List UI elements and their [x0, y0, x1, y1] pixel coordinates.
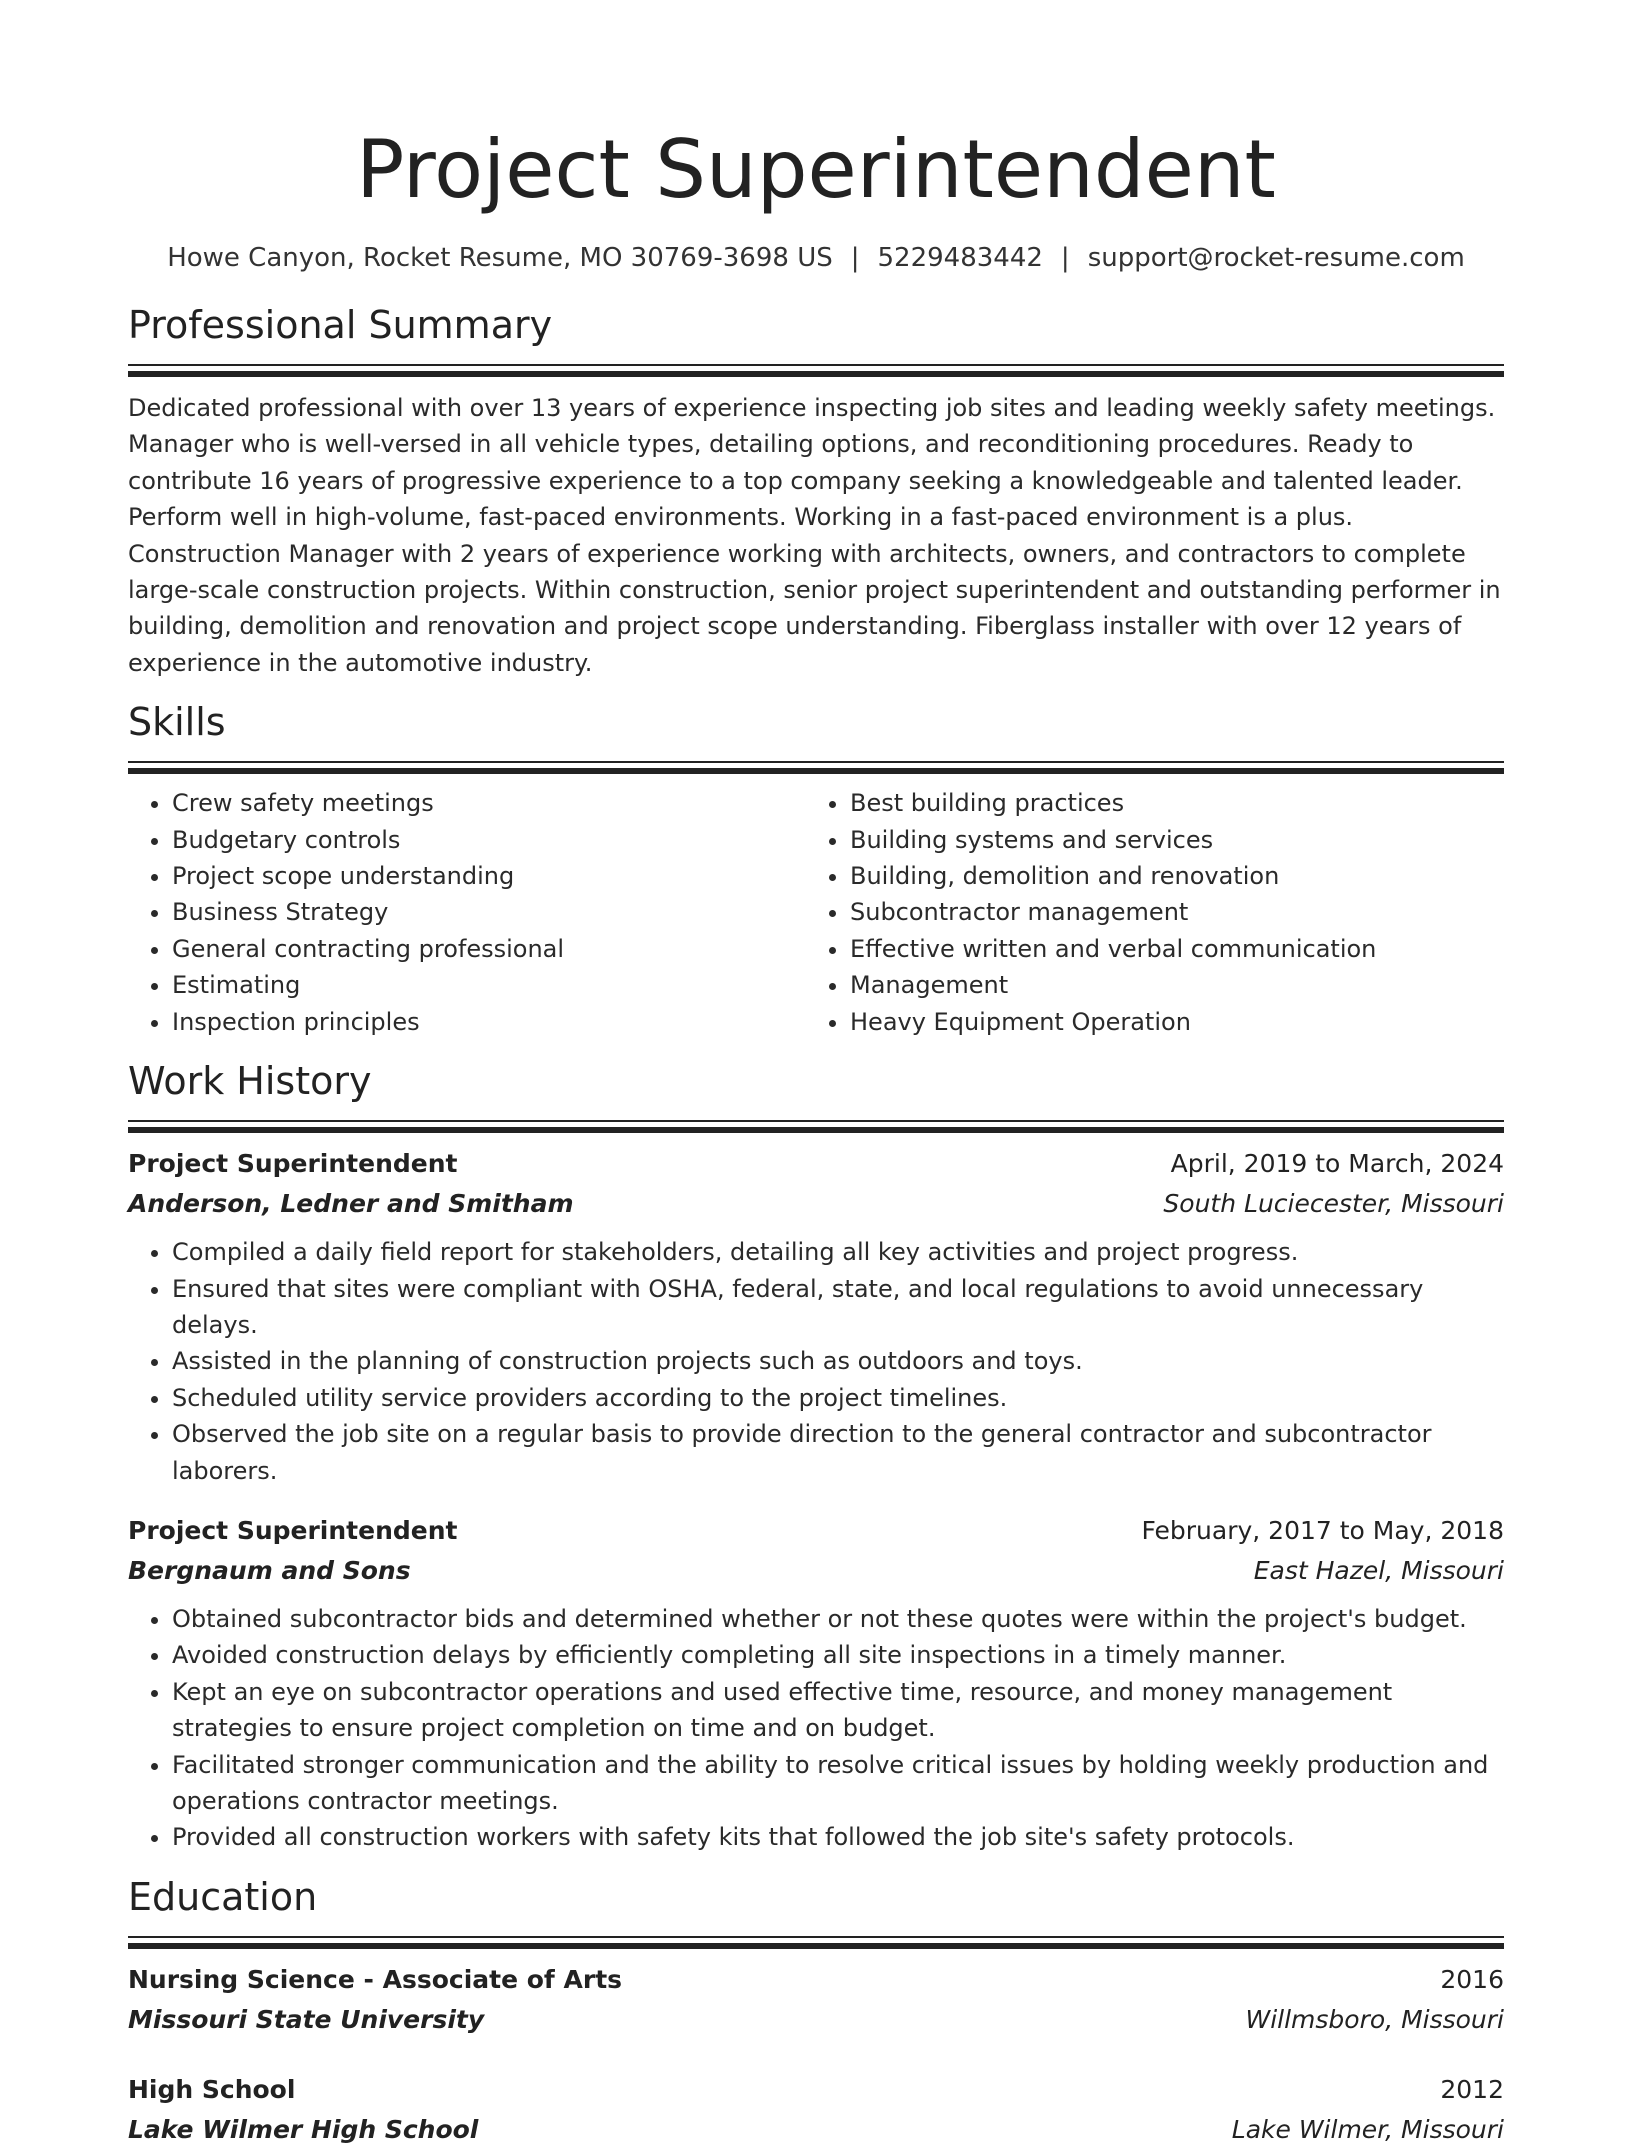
section-divider [128, 761, 1504, 775]
education-location: Willmsboro, Missouri [1245, 2004, 1504, 2034]
job-company: Bergnaum and Sons [128, 1555, 411, 1585]
contact-phone: 5229483442 [877, 243, 1043, 273]
job-header [128, 1144, 1504, 1184]
section-title-skills: Skills [128, 700, 226, 745]
education-year: 2016 [1440, 1964, 1504, 1994]
job-company: Anderson, Ledner and Smitham [128, 1189, 574, 1219]
summary-section [128, 300, 1504, 681]
job-title: Project Superintendent [128, 1149, 458, 1179]
skill-item: • Management [850, 967, 1484, 1003]
education-entry [128, 2070, 1504, 2150]
skill-item: • Business Strategy [172, 894, 806, 930]
job-entry [128, 1144, 1504, 1489]
skill-item: • Inspection principles [172, 1004, 806, 1040]
skill-item: • Subcontractor management [850, 894, 1484, 930]
skill-item: • Heavy Equipment Operation [850, 1004, 1484, 1040]
job-bullet: • Ensured that sites were compliant with OSHA, federal, state, and local regulations to avoid unnecessary delays. [172, 1271, 1504, 1344]
skills-list-left [128, 785, 806, 1040]
job-bullets [128, 1601, 1504, 1856]
job-bullet: • Facilitated stronger communication and the ability to resolve critical issues by holding weekly production and operations contractor meetings. [172, 1747, 1504, 1820]
contact-separator: | [1060, 243, 1070, 273]
job-location: South Luciecester, Missouri [1163, 1189, 1504, 1219]
contact-email: support@rocket-resume.com [1087, 243, 1465, 273]
skill-item: • General contracting professional [172, 931, 806, 967]
section-divider [128, 1936, 1504, 1950]
education-header [128, 2070, 1504, 2110]
section-title-education: Education [128, 1874, 318, 1919]
education-header [128, 1960, 1504, 2000]
job-entry [128, 1511, 1504, 1856]
job-bullet: • Scheduled utility service providers according to the project timelines. [172, 1380, 1504, 1416]
skill-item: • Best building practices [850, 785, 1484, 821]
summary-text: Dedicated professional with over 13 years of experience inspecting job sites and leading weekly safety meetings. Manager who is well-versed in all vehicle types, detailing options, and reconditioning procedures. Ready to contribute 16 years of progressive experience to a top company seeking a knowledgeable and talented leader. Perform well in high-volume, fast-paced environments. Working in a fast-paced environment is a plus. Construction Manager with 2 years of experience working with architects, owners, and contractors to complete large-scale construction projects. Within construction, senior project superintendent and outstanding performer in building, demolition and renovation and project scope understanding. Fiberglass installer with over 12 years of experience in the automotive industry. [128, 394, 1501, 677]
education-school: Missouri State University [128, 2004, 485, 2034]
skills-section [128, 697, 1504, 1040]
education-subheader [128, 2000, 1504, 2040]
section-divider [128, 364, 1504, 378]
skill-item: • Budgetary controls [172, 822, 806, 858]
job-bullets [128, 1234, 1504, 1489]
skill-item: • Project scope understanding [172, 858, 806, 894]
job-bullet: • Obtained subcontractor bids and determined whether or not these quotes were within the project's budget. [172, 1601, 1504, 1637]
skill-item: • Building systems and services [850, 822, 1484, 858]
education-subheader [128, 2110, 1504, 2150]
education-section [128, 1872, 1504, 2150]
job-dates: April, 2019 to March, 2024 [1170, 1149, 1504, 1179]
job-bullet: • Assisted in the planning of construction projects such as outdoors and toys. [172, 1343, 1504, 1379]
job-bullet: • Observed the job site on a regular basis to provide direction to the general contractor and subcontractor laborers. [172, 1416, 1504, 1489]
education-degree: High School [128, 2074, 296, 2104]
section-title-work: Work History [128, 1059, 372, 1104]
job-bullet: • Kept an eye on subcontractor operations and used effective time, resource, and money management strategies to ensure project completion on time and on budget. [172, 1674, 1504, 1747]
contact-address: Howe Canyon, Rocket Resume, MO 30769-3698 US [167, 243, 833, 273]
education-degree: Nursing Science - Associate of Arts [128, 1964, 623, 1994]
skill-item: • Crew safety meetings [172, 785, 806, 821]
job-bullet: • Provided all construction workers with safety kits that followed the job site's safety protocols. [172, 1819, 1504, 1855]
job-title: Project Superintendent [128, 1515, 458, 1545]
education-entry [128, 1960, 1504, 2040]
job-subheader [128, 1551, 1504, 1591]
resume-content [128, 0, 1504, 2150]
education-location: Lake Wilmer, Missouri [1231, 2114, 1504, 2144]
skills-list-right [806, 785, 1484, 1040]
section-divider [128, 1120, 1504, 1134]
job-bullet: • Avoided construction delays by efficiently completing all site inspections in a timely manner. [172, 1637, 1504, 1673]
work-section [128, 1056, 1504, 1856]
job-header [128, 1511, 1504, 1551]
job-bullet: • Compiled a daily field report for stakeholders, detailing all key activities and project progress. [172, 1234, 1504, 1270]
candidate-name: Project Superintendent [356, 123, 1276, 216]
contact-line [128, 240, 1504, 276]
skill-item: • Effective written and verbal communication [850, 931, 1484, 967]
contact-separator: | [850, 243, 860, 273]
job-subheader [128, 1184, 1504, 1224]
skill-item: • Building, demolition and renovation [850, 858, 1484, 894]
job-location: East Hazel, Missouri [1253, 1555, 1504, 1585]
section-title-summary: Professional Summary [128, 303, 553, 347]
skills-columns [128, 785, 1504, 1040]
skill-item: • Estimating [172, 967, 806, 1003]
education-school: Lake Wilmer High School [128, 2114, 479, 2144]
education-year: 2012 [1440, 2074, 1504, 2104]
job-dates: February, 2017 to May, 2018 [1141, 1515, 1504, 1545]
